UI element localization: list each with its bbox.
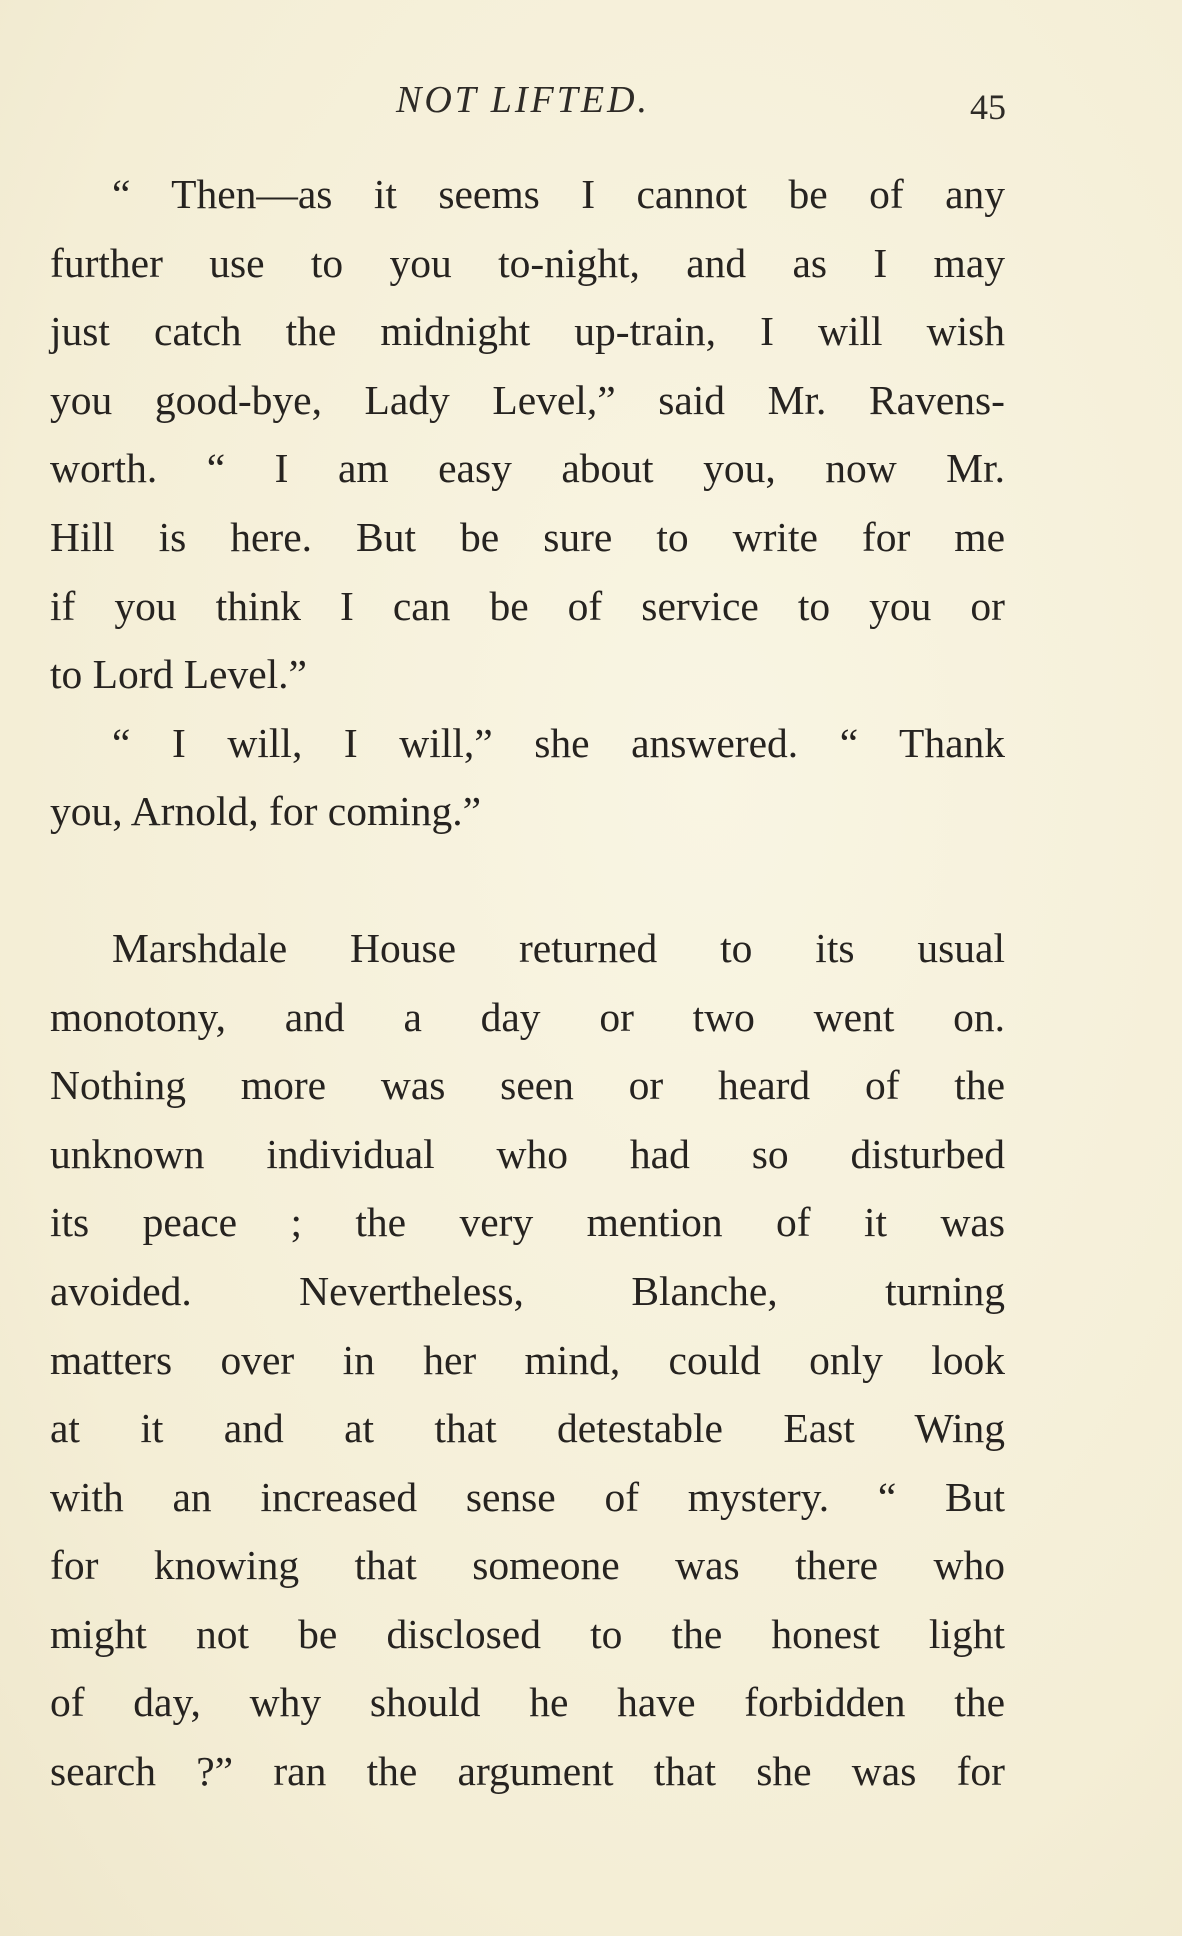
- page-number: 45: [970, 87, 1006, 127]
- text-line: Marshdale House returned to its usual: [112, 924, 1005, 971]
- text-line: monotony, and a day or two went on.: [50, 993, 1005, 1040]
- text-line: Hill is here. But be sure to write for me: [50, 513, 1005, 560]
- text-line: worth. “ I am easy about you, now Mr.: [50, 445, 1005, 492]
- running-head: [0, 72, 1182, 127]
- running-title: NOT LIFTED.: [396, 79, 651, 121]
- text-line: matters over in her mind, could only look: [50, 1336, 1005, 1383]
- text-line: might not be disclosed to the honest light: [50, 1610, 1005, 1657]
- text-line: just catch the midnight up-train, I will wish: [50, 308, 1005, 355]
- body-text: [50, 160, 1005, 1806]
- text-line: “ I will, I will,” she answered. “ Thank: [112, 719, 1005, 766]
- section-break: [50, 846, 1005, 914]
- paragraph-3: [50, 914, 1005, 1806]
- text-line: you good-bye, Lady Level,” said Mr. Ravens-: [50, 376, 1005, 423]
- text-line: its peace ; the very mention of it was: [50, 1199, 1005, 1246]
- text-line: unknown individual who had so disturbed: [50, 1130, 1005, 1177]
- text-line: Nothing more was seen or heard of the: [50, 1062, 1005, 1109]
- text-line: you, Arnold, for coming.”: [50, 788, 482, 835]
- text-line: of day, why should he have forbidden the: [50, 1679, 1005, 1726]
- text-line: search ?” ran the argument that she was for: [50, 1748, 1005, 1795]
- text-line: avoided. Nevertheless, Blanche, turning: [50, 1267, 1005, 1314]
- paragraph-1: [50, 160, 1005, 709]
- paragraph-2: [50, 709, 1005, 846]
- text-line: at it and at that detestable East Wing: [50, 1405, 1005, 1452]
- text-line: if you think I can be of service to you or: [50, 582, 1005, 629]
- text-line: with an increased sense of mystery. “ But: [50, 1473, 1005, 1520]
- text-line: further use to you to-night, and as I may: [50, 239, 1005, 286]
- text-line: to Lord Level.”: [50, 651, 307, 698]
- text-line: for knowing that someone was there who: [50, 1542, 1005, 1589]
- text-line: “ Then—as it seems I cannot be of any: [112, 171, 1005, 217]
